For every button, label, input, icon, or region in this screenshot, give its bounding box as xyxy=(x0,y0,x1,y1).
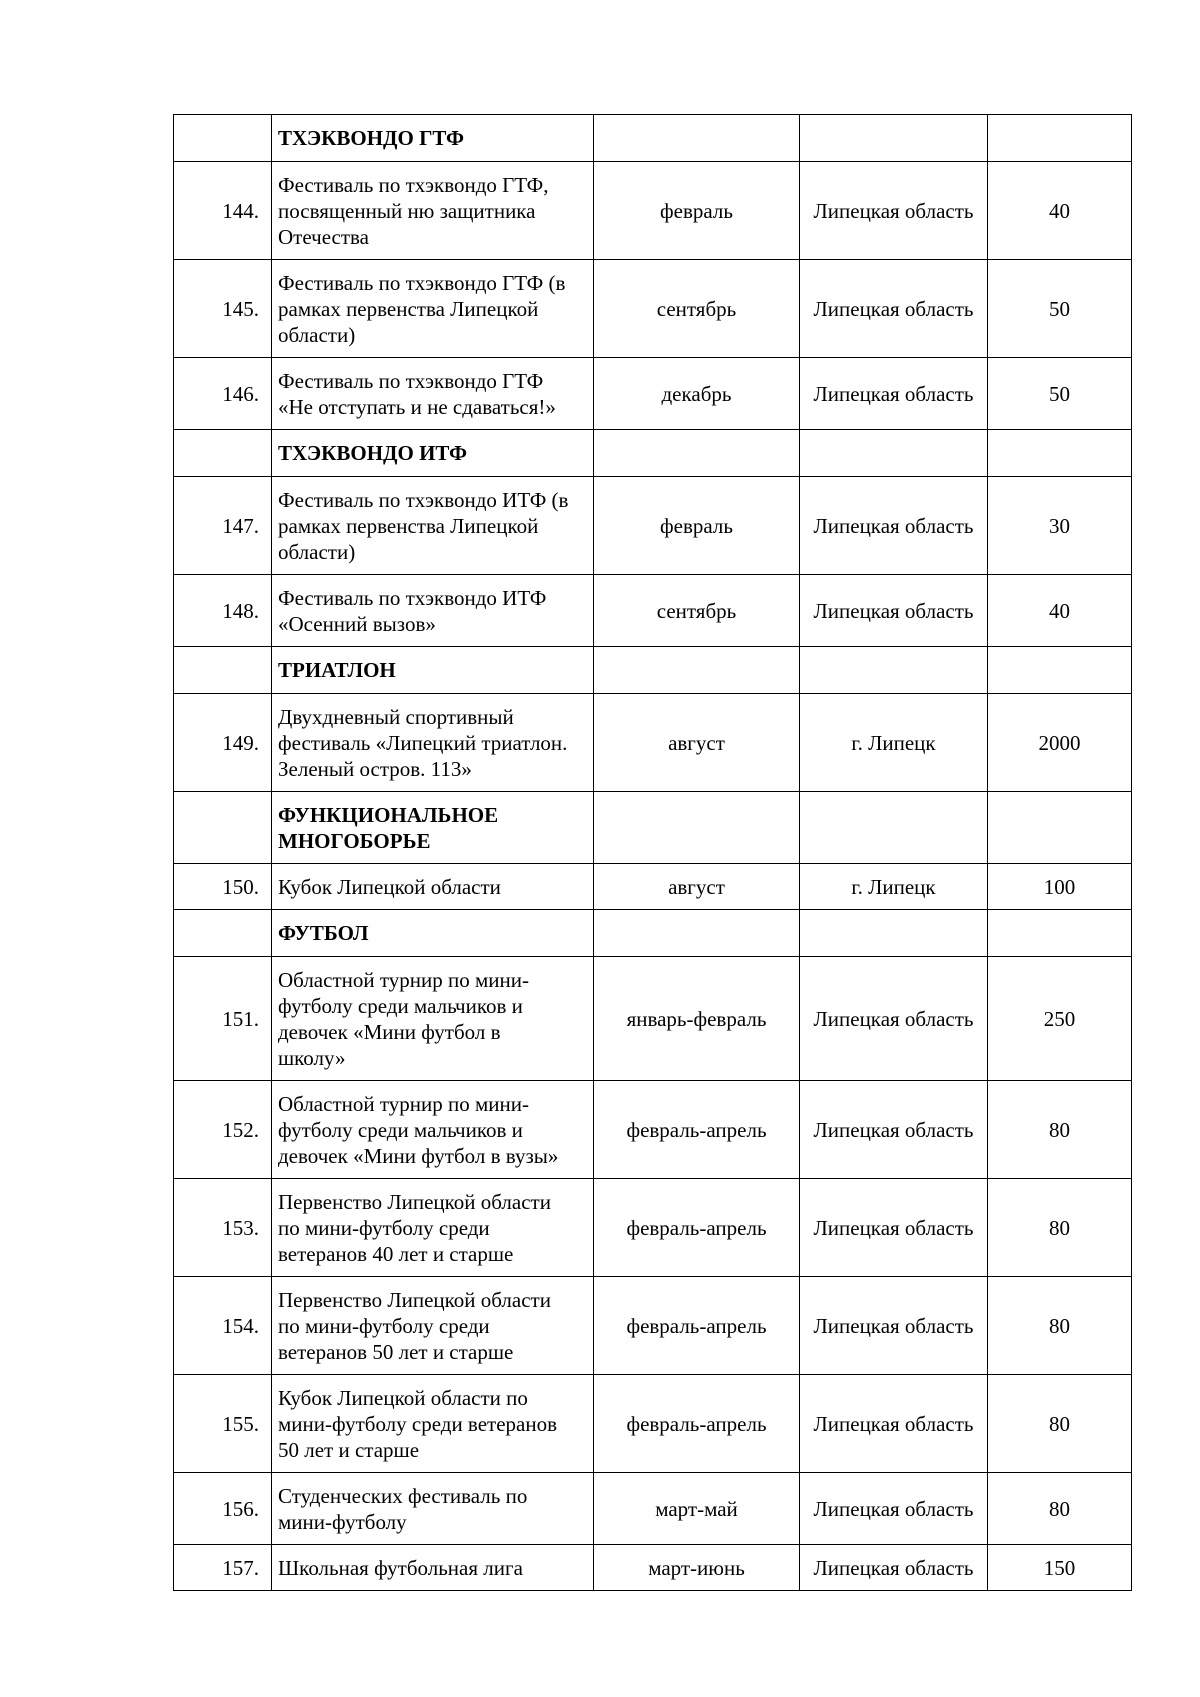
event-name-line: мини-футболу среди ветеранов xyxy=(278,1411,558,1436)
place-cell xyxy=(800,910,988,957)
event-name-line: Фестиваль по тхэквондо ИТФ (в xyxy=(278,487,569,512)
place-cell xyxy=(800,430,988,477)
table-row xyxy=(174,864,1132,910)
event-name-cell xyxy=(272,1375,594,1473)
place-cell: Липецкая область xyxy=(800,1081,988,1179)
month-cell: февраль xyxy=(594,477,800,575)
event-name-cell xyxy=(272,358,594,430)
section-title xyxy=(272,792,594,864)
month-cell: декабрь xyxy=(594,358,800,430)
table-row xyxy=(174,162,1132,260)
event-name-line: по мини-футболу среди xyxy=(278,1215,490,1240)
count-cell: 250 xyxy=(988,957,1132,1081)
event-name-line: посвященный ню защитника xyxy=(278,198,536,223)
event-name-line: рамках первенства Липецкой xyxy=(278,513,539,538)
place-cell xyxy=(800,792,988,864)
month-cell xyxy=(594,430,800,477)
event-name-line: девочек «Мини футбол в вузы» xyxy=(278,1143,559,1168)
place-cell: Липецкая область xyxy=(800,477,988,575)
event-name-line: Фестиваль по тхэквондо ИТФ xyxy=(278,585,547,610)
month-cell: январь-февраль xyxy=(594,957,800,1081)
table-row xyxy=(174,957,1132,1081)
place-cell: Липецкая область xyxy=(800,1277,988,1375)
number-cell: 150. xyxy=(174,864,272,910)
number-cell: 154. xyxy=(174,1277,272,1375)
event-name-line: Фестиваль по тхэквондо ГТФ (в xyxy=(278,270,566,295)
event-name-line: девочек «Мини футбол в xyxy=(278,1019,501,1044)
month-cell: февраль-апрель xyxy=(594,1179,800,1277)
section-title-line: ТРИАТЛОН xyxy=(278,658,396,682)
event-name-line: «Не отступать и не сдаваться!» xyxy=(278,394,556,419)
number-cell: 145. xyxy=(174,260,272,358)
count-cell: 80 xyxy=(988,1473,1132,1545)
month-cell: сентябрь xyxy=(594,260,800,358)
event-name-line: Фестиваль по тхэквондо ГТФ xyxy=(278,368,544,393)
place-cell: Липецкая область xyxy=(800,1545,988,1591)
month-cell xyxy=(594,792,800,864)
table-body xyxy=(174,115,1132,1591)
count-cell: 50 xyxy=(988,358,1132,430)
month-cell xyxy=(594,910,800,957)
event-name-cell xyxy=(272,694,594,792)
event-name-cell xyxy=(272,1081,594,1179)
count-cell xyxy=(988,792,1132,864)
section-row xyxy=(174,115,1132,162)
table-row xyxy=(174,1545,1132,1591)
number-cell: 144. xyxy=(174,162,272,260)
event-name-line: Студенческих фестиваль по xyxy=(278,1483,528,1508)
section-title-line: ТХЭКВОНДО ИТФ xyxy=(278,441,467,465)
month-cell xyxy=(594,647,800,694)
table-row xyxy=(174,358,1132,430)
count-cell: 50 xyxy=(988,260,1132,358)
count-cell: 80 xyxy=(988,1375,1132,1473)
event-name-cell xyxy=(272,864,594,910)
table-row xyxy=(174,1277,1132,1375)
event-name-line: 50 лет и старше xyxy=(278,1437,420,1462)
place-cell: Липецкая область xyxy=(800,358,988,430)
event-name-line: по мини-футболу среди xyxy=(278,1313,490,1338)
number-cell xyxy=(174,647,272,694)
count-cell: 80 xyxy=(988,1081,1132,1179)
event-name-line: Кубок Липецкой области по xyxy=(278,1385,528,1410)
event-name-line: Двухдневный спортивный xyxy=(278,704,514,729)
event-name-cell xyxy=(272,477,594,575)
number-cell xyxy=(174,792,272,864)
month-cell: март-июнь xyxy=(594,1545,800,1591)
month-cell xyxy=(594,115,800,162)
month-cell: август xyxy=(594,694,800,792)
table-row xyxy=(174,575,1132,647)
number-cell xyxy=(174,910,272,957)
count-cell: 40 xyxy=(988,162,1132,260)
number-cell: 149. xyxy=(174,694,272,792)
count-cell xyxy=(988,115,1132,162)
place-cell xyxy=(800,115,988,162)
section-title-line: ТХЭКВОНДО ГТФ xyxy=(278,126,465,150)
number-cell: 156. xyxy=(174,1473,272,1545)
table-row xyxy=(174,260,1132,358)
place-cell: Липецкая область xyxy=(800,260,988,358)
number-cell xyxy=(174,115,272,162)
count-cell: 2000 xyxy=(988,694,1132,792)
place-cell: г. Липецк xyxy=(800,864,988,910)
month-cell: март-май xyxy=(594,1473,800,1545)
section-row xyxy=(174,792,1132,864)
month-cell: август xyxy=(594,864,800,910)
event-name-line: области) xyxy=(278,539,356,564)
section-title-line: ФУТБОЛ xyxy=(278,921,369,945)
section-row xyxy=(174,910,1132,957)
number-cell: 146. xyxy=(174,358,272,430)
month-cell: февраль xyxy=(594,162,800,260)
month-cell: февраль-апрель xyxy=(594,1277,800,1375)
event-name-line: мини-футболу xyxy=(278,1509,407,1534)
count-cell: 40 xyxy=(988,575,1132,647)
section-title-line: МНОГОБОРЬЕ xyxy=(278,828,431,853)
event-name-line: Областной турнир по мини- xyxy=(278,1091,529,1116)
count-cell xyxy=(988,647,1132,694)
month-cell: сентябрь xyxy=(594,575,800,647)
count-cell: 100 xyxy=(988,864,1132,910)
event-name-line: Первенство Липецкой области xyxy=(278,1287,551,1312)
event-name-line: Фестиваль по тхэквондо ГТФ, xyxy=(278,172,549,197)
event-name-cell xyxy=(272,1277,594,1375)
count-cell: 30 xyxy=(988,477,1132,575)
table-row xyxy=(174,1179,1132,1277)
place-cell: Липецкая область xyxy=(800,957,988,1081)
event-name-line: Областной турнир по мини- xyxy=(278,967,529,992)
events-table xyxy=(173,114,1132,1591)
event-name-cell xyxy=(272,260,594,358)
section-title xyxy=(272,647,594,694)
number-cell: 157. xyxy=(174,1545,272,1591)
count-cell: 150 xyxy=(988,1545,1132,1591)
event-name-cell xyxy=(272,1179,594,1277)
table-row xyxy=(174,1081,1132,1179)
place-cell: г. Липецк xyxy=(800,694,988,792)
count-cell: 80 xyxy=(988,1277,1132,1375)
place-cell xyxy=(800,647,988,694)
section-title xyxy=(272,430,594,477)
event-name-line: фестиваль «Липецкий триатлон. xyxy=(278,730,568,755)
place-cell: Липецкая область xyxy=(800,1179,988,1277)
section-title xyxy=(272,115,594,162)
event-name-line: Первенство Липецкой области xyxy=(278,1189,551,1214)
event-name-line: Отечества xyxy=(278,224,370,249)
number-cell: 148. xyxy=(174,575,272,647)
count-cell xyxy=(988,910,1132,957)
event-name-line: «Осенний вызов» xyxy=(278,611,436,636)
event-name-line: ветеранов 40 лет и старше xyxy=(278,1241,514,1266)
table-row xyxy=(174,1473,1132,1545)
event-name-line: футболу среди мальчиков и xyxy=(278,1117,523,1142)
number-cell: 147. xyxy=(174,477,272,575)
event-name-line: футболу среди мальчиков и xyxy=(278,993,523,1018)
table-row xyxy=(174,1375,1132,1473)
place-cell: Липецкая область xyxy=(800,575,988,647)
section-row xyxy=(174,430,1132,477)
number-cell: 155. xyxy=(174,1375,272,1473)
section-row xyxy=(174,647,1132,694)
number-cell: 153. xyxy=(174,1179,272,1277)
event-name-cell xyxy=(272,1545,594,1591)
count-cell: 80 xyxy=(988,1179,1132,1277)
month-cell: февраль-апрель xyxy=(594,1375,800,1473)
month-cell: февраль-апрель xyxy=(594,1081,800,1179)
number-cell: 152. xyxy=(174,1081,272,1179)
event-name-line: Зеленый остров. 113» xyxy=(278,756,472,781)
event-name-cell xyxy=(272,162,594,260)
place-cell: Липецкая область xyxy=(800,162,988,260)
place-cell: Липецкая область xyxy=(800,1473,988,1545)
section-title-line: ФУНКЦИОНАЛЬНОЕ xyxy=(278,802,499,827)
number-cell: 151. xyxy=(174,957,272,1081)
count-cell xyxy=(988,430,1132,477)
event-name-line: школу» xyxy=(278,1045,346,1070)
event-name-line: Школьная футбольная лига xyxy=(278,1555,523,1580)
table-row xyxy=(174,477,1132,575)
event-name-cell xyxy=(272,957,594,1081)
number-cell xyxy=(174,430,272,477)
event-name-cell xyxy=(272,575,594,647)
event-name-cell xyxy=(272,1473,594,1545)
event-name-line: ветеранов 50 лет и старше xyxy=(278,1339,514,1364)
place-cell: Липецкая область xyxy=(800,1375,988,1473)
table-row xyxy=(174,694,1132,792)
event-name-line: области) xyxy=(278,322,356,347)
event-name-line: Кубок Липецкой области xyxy=(278,874,501,899)
event-name-line: рамках первенства Липецкой xyxy=(278,296,539,321)
section-title xyxy=(272,910,594,957)
